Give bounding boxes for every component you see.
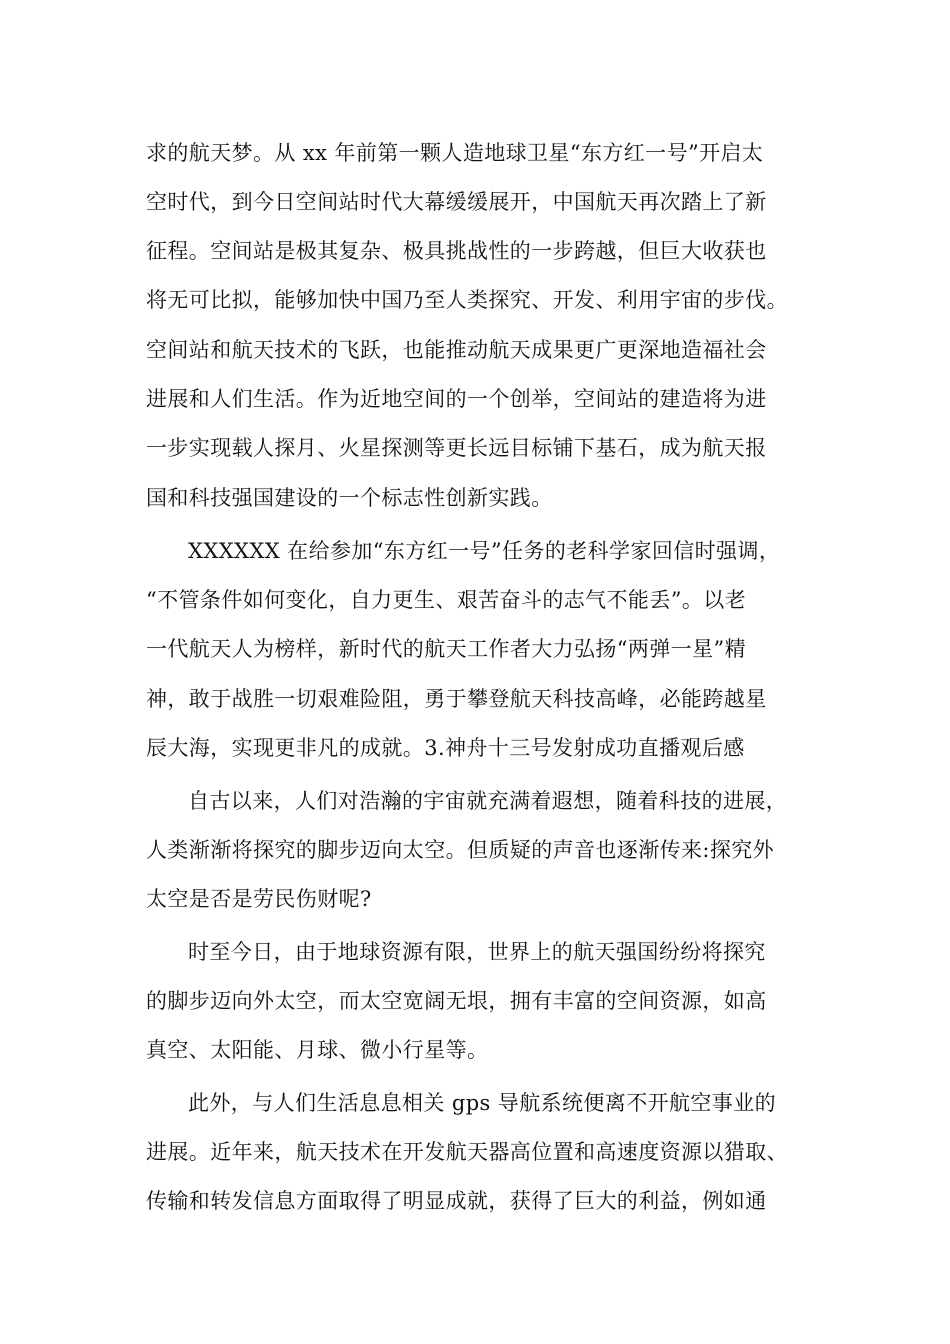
text-line: 真空、太阳能、月球、微小行星等。 [146,1038,489,1062]
text-line: 进展和人们生活。作为近地空间的一个创举，空间站的建造将为进 [146,387,767,411]
text-line: 传输和转发信息方面取得了明显成就，获得了巨大的利益，例如通 [146,1189,767,1213]
text-line: 自古以来，人们对浩瀚的宇宙就充满着遐想，随着科技的进展， [188,789,788,813]
text-line: 人类渐渐将探究的脚步迈向太空。但质疑的声音也逐渐传来:探究外 [146,838,775,862]
text-line: 国和科技强国建设的一个标志性创新实践。 [146,486,553,510]
text-line: 辰大海，实现更非凡的成就。3.神舟十三号发射成功直播观后感 [146,736,745,760]
text-line: 时至今日，由于地球资源有限，世界上的航天强国纷纷将探究 [188,940,766,964]
text-line: 空间站和航天技术的飞跃，也能推动航天成果更广更深地造福社会 [146,338,767,362]
text-line: 进展。近年来，航天技术在开发航天器高位置和高速度资源以猎取、 [146,1140,788,1164]
text-line: 神，敢于战胜一切艰难险阻，勇于攀登航天科技高峰，必能跨越星 [146,687,767,711]
text-line: 一步实现载人探月、火星探测等更长远目标铺下基石，成为航天报 [146,436,767,460]
text-line: 征程。空间站是极其复杂、极具挑战性的一步跨越，但巨大收获也 [146,239,767,263]
text-line: 太空是否是劳民伤财呢? [146,887,372,911]
text-line: XXXXXX 在给参加“东方红一号”任务的老科学家回信时强调， [188,539,781,563]
text-line: 一代航天人为榜样，新时代的航天工作者大力弘扬“两弹一星”精 [146,637,747,661]
text-line: 此外，与人们生活息息相关 gps 导航系统便离不开航空事业的 [188,1091,777,1115]
text-line: 将无可比拟，能够加快中国乃至人类探究、开发、利用宇宙的步伐。 [146,288,788,312]
text-line: 空时代，到今日空间站时代大幕缓缓展开，中国航天再次踏上了新 [146,190,767,214]
text-line: “不管条件如何变化，自力更生、艰苦奋斗的志气不能丢”。以老 [146,588,747,612]
text-line: 求的航天梦。从 xx 年前第一颗人造地球卫星“东方红一号”开启太 [146,141,764,165]
text-line: 的脚步迈向外太空，而太空宽阔无垠，拥有丰富的空间资源，如高 [146,989,767,1013]
